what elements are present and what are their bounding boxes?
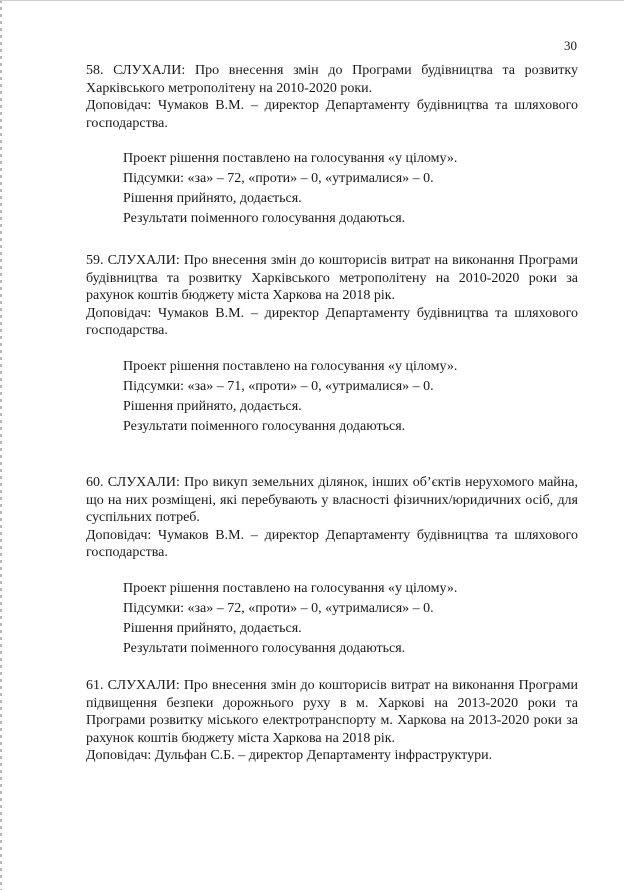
vote-block — [86, 357, 578, 437]
heard-paragraph: 61. СЛУХАЛИ: Про внесення змін до кошторисів витрат на виконання Програми підвищення безпеки дорожнього руху в м. Харкові на 2013-2020 роки та Програми розвитку міського електротранспорту м. Харкова на 2013-2020 роки за рахунок коштів бюджету міста Харкова на 2018 рік. — [86, 678, 578, 746]
vote-totals: Підсумки: «за» – 71, «проти» – 0, «утрималися» – 0. — [123, 378, 434, 394]
vote-decision: Рішення прийнято, додається. — [123, 191, 302, 206]
heard-paragraph: 59. СЛУХАЛИ: Про внесення змін до кошторисів витрат на виконання Програми будівництва та розвитку Харківського метрополітену на 2010-2020 роки за рахунок коштів бюджету міста Харкова на 2018 рік. — [86, 253, 578, 303]
speaker-paragraph: Доповідач: Дульфан С.Б. – директор Департаменту інфраструктури. — [86, 748, 493, 763]
vote-project: Проект рішення поставлено на голосування «у цілому». — [123, 358, 458, 374]
vote-block — [86, 149, 578, 229]
vote-results: Результати поіменного голосування додаються. — [123, 640, 406, 656]
vote-totals: Підсумки: «за» – 72, «проти» – 0, «утрималися» – 0. — [123, 600, 434, 616]
vote-block — [86, 579, 578, 659]
scan-top-edge — [0, 0, 624, 1]
vote-project: Проект рішення поставлено на голосування «у цілому». — [123, 580, 458, 596]
vote-decision: Рішення прийнято, додається. — [123, 620, 302, 636]
vote-totals: Підсумки: «за» – 72, «проти» – 0, «утрималися» – 0. — [123, 171, 434, 186]
heard-paragraph: 60. СЛУХАЛИ: Про викуп земельних ділянок, інших об’єктів нерухомого майна, що на них розміщені, які перебувають у власності фізичних/юридичних осіб, для суспільних потреб. — [86, 475, 578, 525]
agenda-item-58 — [86, 62, 578, 229]
agenda-item-61 — [86, 677, 578, 765]
page-number: 30 — [564, 38, 577, 53]
agenda-item-59 — [86, 252, 578, 437]
agenda-item-60 — [86, 474, 578, 659]
heard-paragraph: 58. СЛУХАЛИ: Про внесення змін до Програми будівництва та розвитку Харківського метрополітену на 2010-2020 роки. — [86, 63, 578, 96]
scan-left-edge — [0, 0, 2, 890]
vote-results: Результати поіменного голосування додаються. — [123, 211, 406, 226]
speaker-paragraph: Доповідач: Чумаков В.М. – директор Департаменту будівництва та шляхового господарства. — [86, 527, 578, 560]
speaker-paragraph: Доповідач: Чумаков В.М. – директор Департаменту будівництва та шляхового господарства. — [86, 98, 578, 131]
vote-results: Результати поіменного голосування додаються. — [123, 418, 406, 434]
vote-decision: Рішення прийнято, додається. — [123, 398, 302, 414]
speaker-paragraph: Доповідач: Чумаков В.М. – директор Департаменту будівництва та шляхового господарства. — [86, 305, 578, 338]
vote-project: Проект рішення поставлено на голосування «у цілому». — [123, 151, 458, 166]
